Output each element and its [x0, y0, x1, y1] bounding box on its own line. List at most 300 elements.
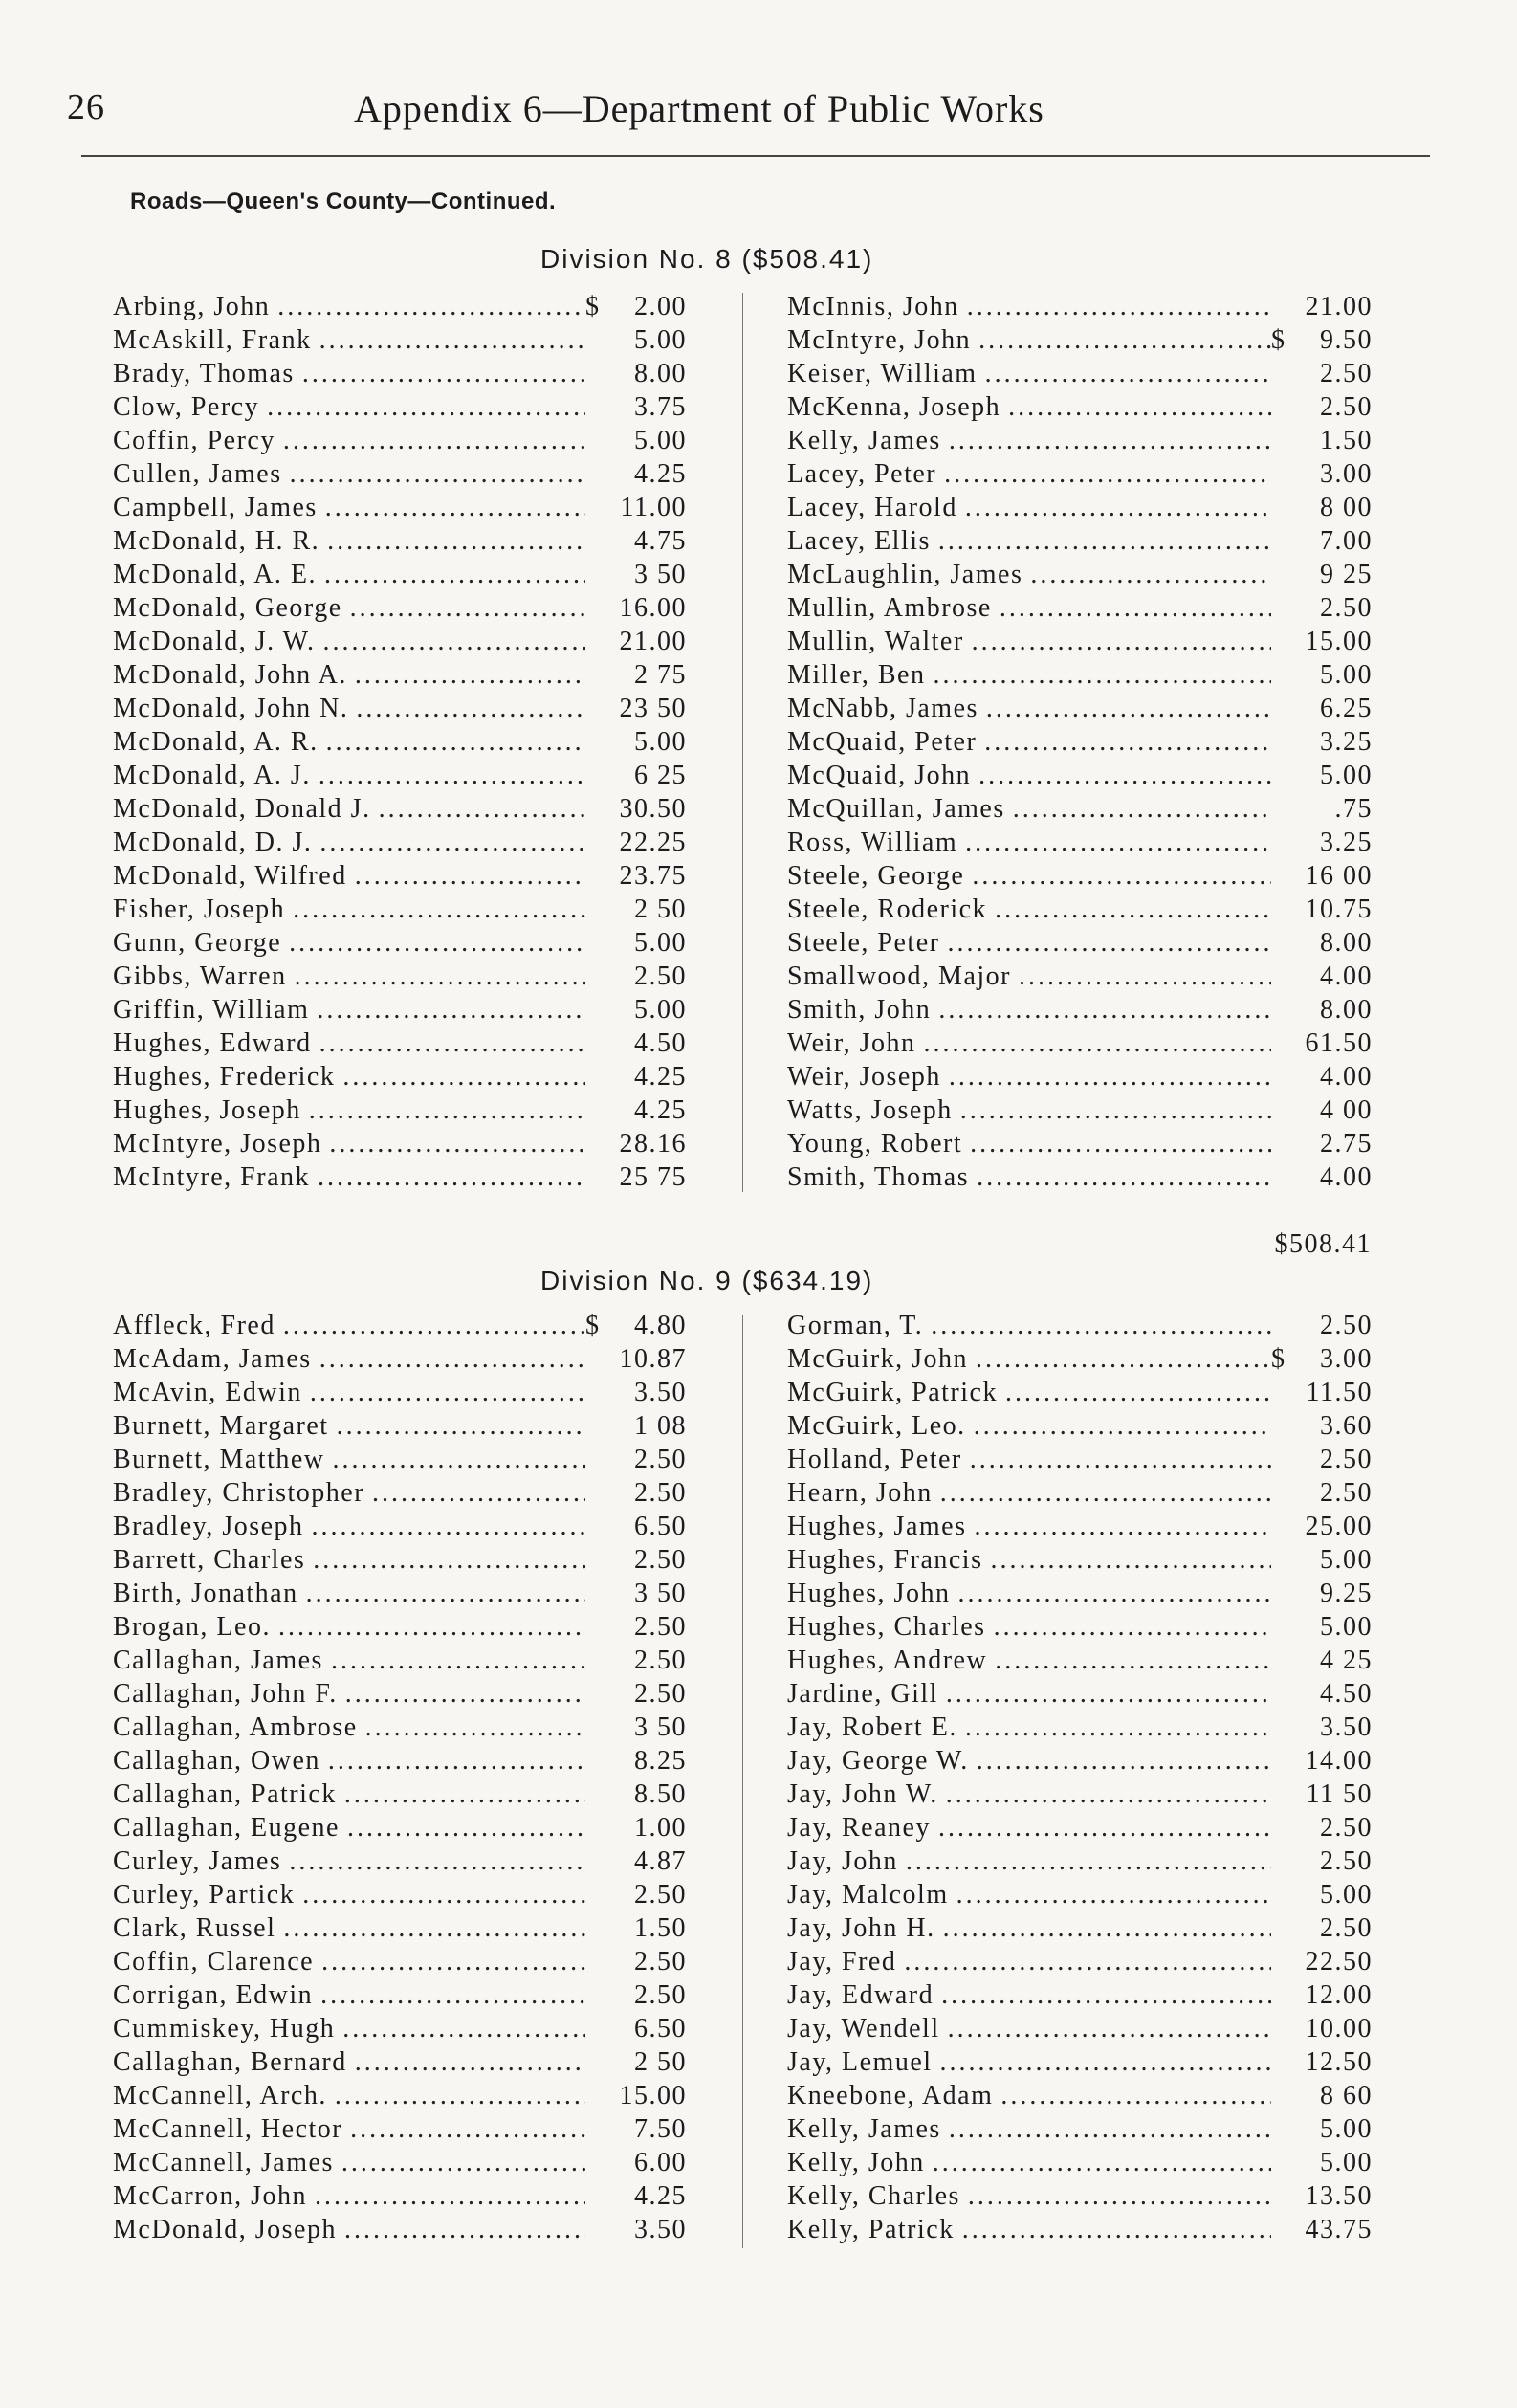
amount: 22.25 [619, 828, 687, 857]
amount: 2 75 [634, 660, 687, 690]
dot-leader [950, 1577, 1271, 1610]
dot-leader [1005, 792, 1271, 826]
amount: 22.50 [1305, 1947, 1373, 1977]
payee-name: McCarron, John [113, 2181, 307, 2211]
amount: 16 00 [1305, 861, 1373, 891]
dot-leader [275, 424, 585, 457]
running-title: Appendix 6—Department of Public Works [354, 87, 1044, 130]
amount: 2.50 [1320, 1478, 1373, 1508]
division-9-right-list [787, 1309, 1373, 2246]
dot-leader [957, 1711, 1271, 1744]
list-item [787, 1376, 1373, 1409]
payee-name: McAdam, James [113, 1344, 312, 1374]
dot-leader [312, 826, 585, 859]
amount: 2.50 [1320, 1846, 1373, 1876]
amount: 2.50 [1320, 359, 1373, 388]
list-item [787, 1711, 1373, 1744]
amount: 8.00 [1320, 995, 1373, 1025]
dollar-sign: $ [1271, 1344, 1286, 1374]
dot-leader [1000, 390, 1271, 424]
list-item [787, 1309, 1373, 1342]
dot-leader [327, 2079, 585, 2112]
dot-leader [295, 357, 585, 390]
list-item [787, 625, 1373, 658]
payee-name: Bradley, Joseph [113, 1512, 304, 1541]
dot-leader [305, 1543, 585, 1577]
payee-name: McGuirk, John [787, 1344, 969, 1374]
list-item [113, 1543, 687, 1577]
payee-name: Jay, Fred [787, 1947, 897, 1977]
dot-leader [321, 1127, 585, 1160]
payee-name: Steele, Roderick [787, 895, 988, 924]
amount: 4 00 [1320, 1095, 1373, 1125]
list-item [113, 424, 687, 457]
dot-leader [953, 1094, 1271, 1127]
amount: 2.50 [634, 1478, 687, 1508]
page-number: 26 [67, 87, 105, 127]
amount: 12.50 [1305, 2047, 1373, 2077]
list-item [787, 1845, 1373, 1878]
list-item [113, 1060, 687, 1094]
list-item [787, 1409, 1373, 1443]
list-item [787, 692, 1373, 725]
dot-leader [342, 2112, 585, 2146]
dot-leader [955, 2213, 1271, 2246]
amount: 6.50 [634, 1512, 687, 1541]
payee-name: Jay, George W. [787, 1746, 969, 1776]
amount: 15.00 [1305, 627, 1373, 656]
dot-leader [966, 1409, 1271, 1443]
dot-leader [298, 1577, 585, 1610]
amount: 8.25 [634, 1746, 687, 1776]
payee-name: Kneebone, Adam [787, 2081, 994, 2110]
payee-name: Jay, Malcolm [787, 1880, 949, 1910]
payee-name: McQuillan, James [787, 794, 1005, 824]
amount: 3 50 [634, 560, 687, 589]
list-item [113, 390, 687, 424]
list-item [113, 625, 687, 658]
dot-leader [925, 658, 1271, 692]
dot-leader [934, 1978, 1271, 2012]
dot-leader [931, 993, 1271, 1027]
amount: 3 50 [634, 1579, 687, 1608]
list-item [787, 725, 1373, 759]
dot-leader [966, 1510, 1271, 1543]
payee-name: Kelly, John [787, 2148, 925, 2177]
dollar-sign: $ [585, 1311, 601, 1340]
section-subheading: Roads—Queen's County—Continued. [130, 188, 557, 214]
list-item [113, 1094, 687, 1127]
amount: 5.00 [1320, 2114, 1373, 2144]
payee-name: Jay, John H. [787, 1913, 935, 1943]
dot-leader [938, 1778, 1271, 1811]
column-divider [742, 293, 743, 1192]
dot-leader [271, 1610, 585, 1644]
amount: 5.00 [634, 325, 687, 355]
amount: 21.00 [619, 627, 687, 656]
payee-name: Miller, Ben [787, 660, 926, 690]
amount: 9 25 [1320, 560, 1373, 589]
amount: 2.50 [634, 1612, 687, 1642]
payee-name: Brady, Thomas [113, 359, 295, 388]
payee-name: McCannell, Arch. [113, 2081, 327, 2110]
list-item [113, 1811, 687, 1845]
dot-leader [957, 826, 1271, 859]
dot-leader [978, 357, 1271, 390]
list-item [113, 692, 687, 725]
amount: 2.75 [1320, 1129, 1373, 1159]
dot-leader [319, 725, 585, 759]
dot-leader [987, 893, 1271, 926]
payee-name: McGuirk, Patrick [787, 1378, 998, 1407]
amount: 5.00 [1320, 2148, 1373, 2177]
division-8-title: Division No. 8 ($508.41) [540, 244, 874, 274]
list-item [113, 1945, 687, 1978]
list-item [787, 2146, 1373, 2179]
list-item [787, 2045, 1373, 2079]
dot-leader [295, 1878, 585, 1911]
payee-name: Cullen, James [113, 459, 282, 489]
list-item [113, 993, 687, 1027]
amount: 61.50 [1305, 1028, 1373, 1058]
payee-name: Jay, John W. [787, 1779, 938, 1809]
list-item [113, 1677, 687, 1711]
list-item [113, 1476, 687, 1510]
amount: 14.00 [1305, 1746, 1373, 1776]
amount: 3.25 [1320, 727, 1373, 757]
amount: 3.00 [1320, 459, 1373, 489]
list-item [787, 759, 1373, 792]
dot-leader [962, 1127, 1271, 1160]
amount: 3.50 [1320, 1712, 1373, 1742]
payee-name: McDonald, A. J. [113, 761, 311, 790]
payee-name: Callaghan, Owen [113, 1746, 320, 1776]
list-item [787, 558, 1373, 591]
amount: 8 60 [1320, 2081, 1373, 2110]
payee-name: Hughes, John [787, 1579, 951, 1608]
payee-name: Jay, John [787, 1846, 898, 1876]
dot-leader [971, 323, 1271, 357]
list-item [787, 1778, 1373, 1811]
division-8-left-list [113, 290, 687, 1194]
amount: 8.00 [1320, 928, 1373, 958]
list-item [787, 1094, 1373, 1127]
list-item [113, 826, 687, 859]
payee-name: Callaghan, Patrick [113, 1779, 337, 1809]
list-item [787, 1911, 1373, 1945]
dot-leader [342, 591, 585, 625]
payee-name: Kelly, Charles [787, 2181, 960, 2211]
dot-leader [310, 1160, 585, 1194]
payee-name: Hughes, Frederick [113, 1062, 336, 1092]
list-item [113, 1878, 687, 1911]
payee-name: Steele, Peter [787, 928, 940, 958]
payee-name: Young, Robert [787, 1129, 963, 1159]
list-item [787, 2112, 1373, 2146]
dot-leader [312, 323, 585, 357]
dot-leader [337, 2213, 585, 2246]
dot-leader [1011, 960, 1271, 993]
payee-name: Callaghan, Bernard [113, 2047, 347, 2077]
amount: 4.00 [1320, 961, 1373, 991]
dot-leader [969, 1160, 1271, 1194]
amount: 5.00 [1320, 1880, 1373, 1910]
dot-leader [978, 692, 1271, 725]
amount: 16.00 [619, 593, 687, 623]
amount: 2.50 [1320, 1445, 1373, 1474]
dot-leader [931, 524, 1271, 558]
list-item [113, 1510, 687, 1543]
amount: 3.00 [1320, 1344, 1373, 1374]
dot-leader [347, 2045, 585, 2079]
amount: 5.00 [634, 426, 687, 455]
dot-leader [931, 1811, 1271, 1845]
payee-name: Smith, Thomas [787, 1162, 970, 1192]
amount: 5.00 [634, 928, 687, 958]
list-item [787, 859, 1373, 893]
payee-name: Campbell, James [113, 493, 318, 522]
amount: 6.25 [1320, 694, 1373, 723]
dot-leader [302, 1376, 585, 1409]
payee-name: Arbing, John [113, 292, 271, 321]
dot-leader [923, 1309, 1271, 1342]
list-item [113, 1711, 687, 1744]
dot-leader [933, 1476, 1271, 1510]
payee-name: McIntyre, Frank [113, 1162, 311, 1192]
payee-name: McDonald, John N. [113, 694, 349, 723]
amount: 11.00 [620, 493, 687, 522]
dot-leader [939, 926, 1271, 960]
dot-leader [282, 457, 585, 491]
dot-leader [347, 658, 585, 692]
amount: 2.00 [634, 292, 687, 321]
payee-name: McNabb, James [787, 694, 978, 723]
dot-leader [325, 1443, 585, 1476]
payee-name: McQuaid, Peter [787, 727, 978, 757]
list-item [113, 290, 687, 323]
list-item [113, 524, 687, 558]
amount: 4.50 [1320, 1679, 1373, 1709]
list-item [113, 2112, 687, 2146]
list-item [787, 524, 1373, 558]
payee-name: McCannell, James [113, 2148, 334, 2177]
list-item [787, 491, 1373, 524]
payee-name: Jay, Reaney [787, 1813, 931, 1843]
amount: 4.87 [634, 1846, 687, 1876]
list-item [113, 893, 687, 926]
payee-name: Weir, Joseph [787, 1062, 941, 1092]
list-item [787, 357, 1373, 390]
division-9-left-list [113, 1309, 687, 2246]
payee-name: Affleck, Fred [113, 1311, 275, 1340]
dot-leader [337, 1778, 585, 1811]
amount: 4.75 [634, 526, 687, 556]
dot-leader [941, 2112, 1271, 2146]
dot-leader [320, 1744, 585, 1778]
amount: 4 25 [1320, 1646, 1373, 1675]
payee-name: Hughes, Charles [787, 1612, 986, 1642]
amount: 1 08 [634, 1411, 687, 1441]
payee-name: Jay, Lemuel [787, 2047, 933, 2077]
list-item [787, 1811, 1373, 1845]
list-item [787, 1510, 1373, 1543]
amount: 5.00 [1320, 761, 1373, 790]
payee-name: McQuaid, John [787, 761, 972, 790]
list-item [787, 1577, 1373, 1610]
list-item [787, 826, 1373, 859]
payee-name: McDonald, H. R. [113, 526, 320, 556]
list-item [113, 591, 687, 625]
header-rule [81, 155, 1430, 157]
amount: 3 50 [634, 1712, 687, 1742]
dot-leader [275, 1309, 585, 1342]
payee-name: Gorman, T. [787, 1311, 924, 1340]
list-item [787, 1878, 1373, 1911]
dot-leader [301, 1094, 585, 1127]
dot-leader [309, 993, 585, 1027]
payee-name: Cummiskey, Hugh [113, 2014, 336, 2043]
amount: 2.50 [634, 1947, 687, 1977]
payee-name: McIntyre, Joseph [113, 1129, 322, 1159]
dot-leader [335, 2012, 585, 2045]
list-item [787, 290, 1373, 323]
dot-leader [311, 759, 585, 792]
list-item [787, 960, 1373, 993]
amount: 25 75 [619, 1162, 687, 1192]
payee-name: Fisher, Joseph [113, 895, 286, 924]
payee-name: Jay, Edward [787, 1980, 934, 2010]
payee-name: Kelly, James [787, 2114, 941, 2144]
amount: 3.25 [1320, 828, 1373, 857]
amount: 5.00 [1320, 1612, 1373, 1642]
dot-leader [1022, 558, 1271, 591]
payee-name: Coffin, Clarence [113, 1947, 315, 1977]
dot-leader [896, 1945, 1271, 1978]
amount: 9.50 [1320, 325, 1373, 355]
list-item [113, 960, 687, 993]
dot-leader [304, 1510, 585, 1543]
dot-leader [977, 725, 1271, 759]
payee-name: Hughes, Edward [113, 1028, 312, 1058]
payee-name: Coffin, Percy [113, 426, 275, 455]
amount: 2.50 [634, 1545, 687, 1575]
payee-name: Keiser, William [787, 359, 978, 388]
amount: 4.25 [634, 2181, 687, 2211]
amount: 2.50 [1320, 392, 1373, 422]
dot-leader [364, 1476, 585, 1510]
amount: 4.25 [634, 459, 687, 489]
list-item [787, 792, 1373, 826]
list-item [787, 1060, 1373, 1094]
amount: 8 00 [1320, 493, 1373, 522]
dot-leader [314, 1945, 585, 1978]
amount: 25.00 [1305, 1512, 1373, 1541]
amount: 4.80 [634, 1311, 687, 1340]
payee-name: Callaghan, James [113, 1646, 323, 1675]
payee-name: McAvin, Edwin [113, 1378, 302, 1407]
list-item [787, 1677, 1373, 1711]
payee-name: Callaghan, Eugene [113, 1813, 340, 1843]
dot-leader [969, 1744, 1271, 1778]
payee-name: Gibbs, Warren [113, 961, 287, 991]
payee-name: Hughes, James [787, 1512, 967, 1541]
dollar-sign: $ [585, 292, 601, 321]
list-item [787, 1342, 1373, 1376]
list-item [113, 2045, 687, 2079]
payee-name: Burnett, Matthew [113, 1445, 325, 1474]
list-item [787, 2079, 1373, 2112]
amount: 4.00 [1320, 1162, 1373, 1192]
list-item [113, 357, 687, 390]
dot-leader [941, 1060, 1271, 1094]
payee-name: Curley, Partick [113, 1880, 296, 1910]
dot-leader [998, 1376, 1271, 1409]
dot-leader [338, 1677, 585, 1711]
amount: 7.50 [634, 2114, 687, 2144]
amount: 4.25 [634, 1062, 687, 1092]
list-item [787, 1543, 1373, 1577]
list-item [787, 2179, 1373, 2213]
list-item [113, 323, 687, 357]
payee-name: Lacey, Harold [787, 493, 957, 522]
amount: .75 [1334, 794, 1373, 824]
dot-leader [371, 792, 585, 826]
dot-leader [270, 290, 585, 323]
dot-leader [982, 1543, 1271, 1577]
list-item [113, 759, 687, 792]
amount: 1.00 [634, 1813, 687, 1843]
amount: 43.75 [1305, 2215, 1373, 2244]
list-item [787, 658, 1373, 692]
dot-leader [316, 625, 586, 658]
division-9-title: Division No. 9 ($634.19) [540, 1266, 874, 1295]
amount: 2.50 [634, 1980, 687, 2010]
amount: 23 50 [619, 694, 687, 723]
list-item [113, 2179, 687, 2213]
payee-name: Ross, William [787, 828, 958, 857]
dot-leader [348, 692, 585, 725]
payee-name: Hearn, John [787, 1478, 933, 1508]
dot-leader [281, 1845, 585, 1878]
list-item [113, 2079, 687, 2112]
dot-leader [962, 1443, 1271, 1476]
dot-leader [287, 960, 585, 993]
dot-leader [318, 491, 585, 524]
payee-name: Watts, Joseph [787, 1095, 953, 1125]
payee-name: Hughes, Francis [787, 1545, 983, 1575]
list-item [113, 859, 687, 893]
payee-name: Birth, Jonathan [113, 1579, 298, 1608]
list-item [113, 792, 687, 826]
amount: 2.50 [634, 1646, 687, 1675]
list-item [787, 893, 1373, 926]
payee-name: Callaghan, John F. [113, 1679, 338, 1709]
payee-name: Bradley, Christopher [113, 1478, 365, 1508]
payee-name: Steele, George [787, 861, 965, 891]
amount: 2.50 [1320, 1813, 1373, 1843]
list-item [113, 1309, 687, 1342]
list-item [787, 1443, 1373, 1476]
list-item [787, 323, 1373, 357]
payee-name: Jay, Wendell [787, 2014, 940, 2043]
amount: 1.50 [634, 1913, 687, 1943]
dot-leader [281, 926, 585, 960]
payee-name: Lacey, Peter [787, 459, 937, 489]
dot-leader [347, 859, 585, 893]
payee-name: Lacey, Ellis [787, 526, 931, 556]
dot-leader [968, 1342, 1271, 1376]
list-item [113, 1577, 687, 1610]
